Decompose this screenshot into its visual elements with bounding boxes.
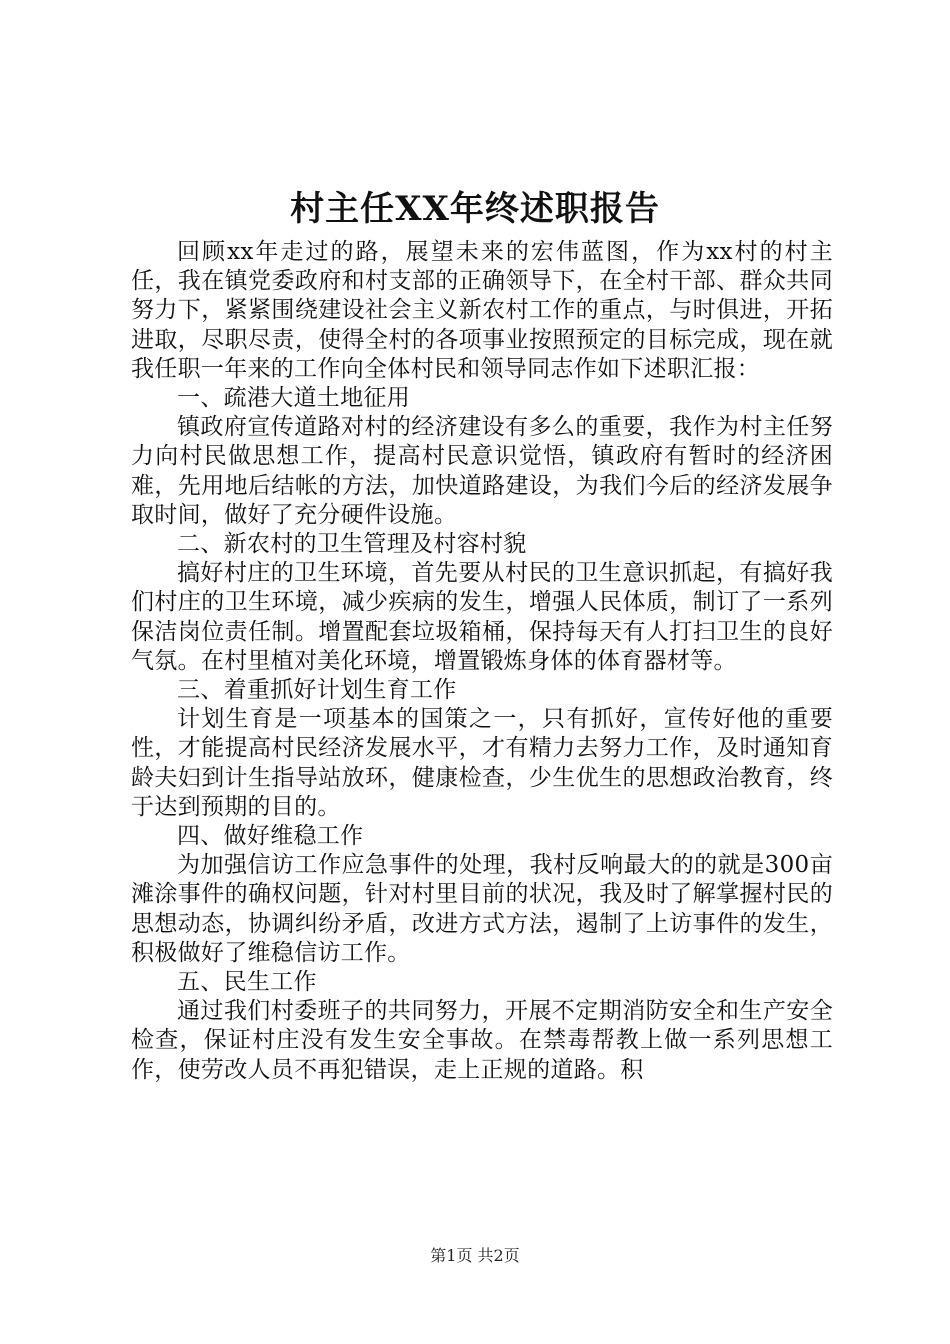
paragraph-section-4: 为加强信访工作应急事件的处理，我村反响最大的的就是300亩滩涂事件的确权问题，针对村里目前的状况，我及时了解掌握村民的思想动态，协调纠纷矛盾，改进方式方法，遏制了上访事件的发生，积极做好了维稳信访工作。 — [131, 852, 833, 966]
paragraph-section-2: 搞好村庄的卫生环境，首先要从村民的卫生意识抓起，有搞好我们村庄的卫生环境，减少疾病的发生，增强人民体质，制订了一系列保洁岗位责任制。增置配套垃圾箱桶，保持每天有人打扫卫生的良好气氛。在村里植对美化环境，增置锻炼身体的体育器材等。 — [131, 560, 833, 674]
section-heading-4: 四、做好维稳工作 — [177, 823, 364, 850]
paragraph-intro: 回顾xx年走过的路，展望未来的宏伟蓝图，作为xx村的村主任，我在镇党委政府和村支部的正确领导下，在全村干部、群众共同努力下，紧紧围绕建设社会主义新农村工作的重点，与时俱进，开拓进取，尽职尽责，使得全村的各项事业按照预定的目标完成，现在就我任职一年来的工作向全体村民和领导同志作如下述职汇报： — [131, 239, 833, 382]
paragraph-section-3: 计划生育是一项基本的国策之一，只有抓好，宣传好他的重要性，才能提高村民经济发展水平，才有精力去努力工作，及时通知育龄夫妇到计生指导站放环，健康检查，少生优生的思想政治教育，终于达到预期的目的。 — [131, 706, 833, 820]
paragraph-section-5: 通过我们村委班子的共同努力，开展不定期消防安全和生产安全检查，保证村庄没有发生安全事故。在禁毒帮教上做一系列思想工作，使劳改人员不再犯错误，走上正规的道路。积 — [131, 998, 833, 1083]
document-title: 村主任XX年终述职报告 — [290, 189, 660, 229]
section-heading-2: 二、新农村的卫生管理及村容村貌 — [177, 531, 527, 558]
document-body — [131, 238, 833, 1085]
section-heading-5: 五、民生工作 — [177, 969, 317, 996]
section-heading-1: 一、疏港大道土地征用 — [177, 385, 410, 412]
paragraph-section-1: 镇政府宣传道路对村的经济建设有多么的重要，我作为村主任努力向村民做思想工作，提高村民意识觉悟，镇政府有暂时的经济困难，先用地后结帐的方法，加快道路建设，为我们今后的经济发展争取时间，做好了充分硬件设施。 — [131, 414, 833, 528]
section-heading-3: 三、着重抓好计划生育工作 — [177, 677, 457, 704]
page-footer: 第1页 共2页 — [430, 1246, 520, 1265]
